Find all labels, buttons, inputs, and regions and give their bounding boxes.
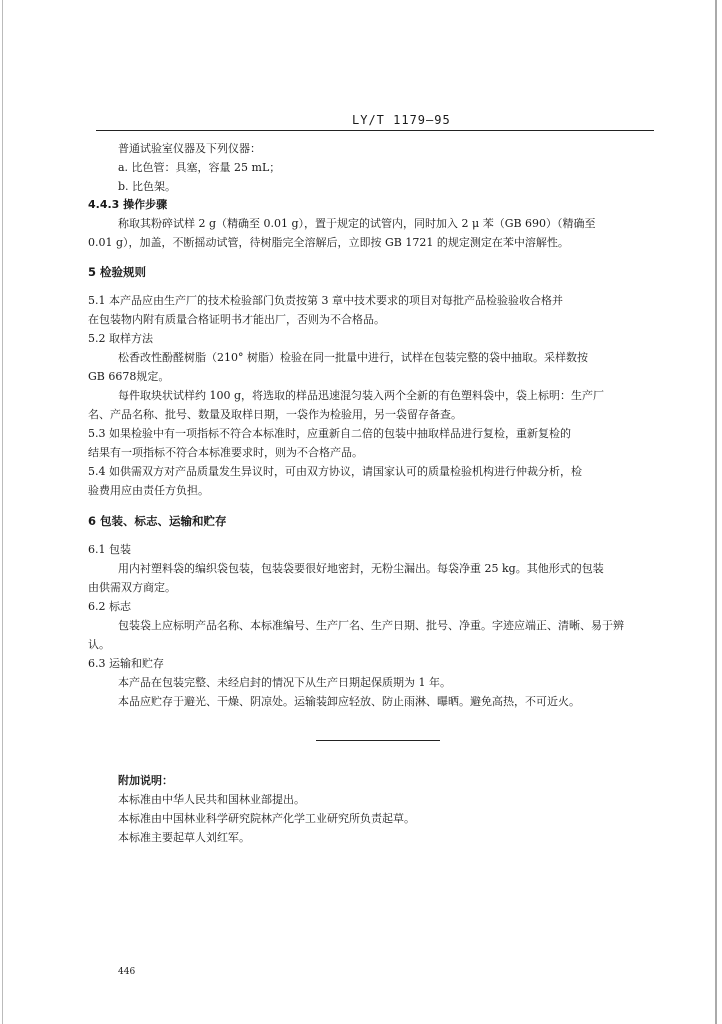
clause-6-1-line-2: 由供需双方商定。 [88,581,176,594]
clause-6-3-line-2: 本品应贮存于避光、干燥、阴凉处。运输装卸应轻放、防止雨淋、曝晒。避免高热，不可近火。 [118,695,580,708]
clause-5-2-title: 5.2 取样方法 [88,332,153,345]
clause-5-3-line-1: 5.3 如果检验中有一项指标不符合本标准时，应重新自二倍的包装中抽取样品进行复检，重新复检的 [88,427,571,440]
end-of-text-rule [316,740,440,741]
procedure-line-2: 0.01 g），加盖，不断摇动试管，待树脂完全溶解后，立即按 GB 1721 的规定测定在苯中溶解性。 [88,236,569,249]
clause-6-3-line-1: 本产品在包装完整、未经启封的情况下从生产日期起保质期为 1 年。 [118,676,451,689]
page-number: 446 [118,967,136,977]
clause-5-4-line-2: 验费用应由责任方负担。 [88,484,209,497]
clause-5-2-line-2: GB 6678规定。 [88,370,170,383]
scan-edge-left [2,0,3,1024]
clause-5-3-line-2: 结果有一项指标不符合本标准要求时，则为不合格产品。 [88,446,363,459]
equipment-item-a: a. 比色管：具塞，容量 25 mL； [118,161,281,174]
clause-5-2-line-3: 每件取块状试样约 100 g，将选取的样品迅速混匀装入两个全新的有色塑料袋中，袋上标明：生产厂 [118,389,605,402]
header-rule [96,130,654,131]
equipment-intro: 普通试验室仪器及下列仪器： [118,142,261,155]
clause-6-2-line-2: 认。 [88,638,110,651]
clause-5-2-line-4: 名、产品名称、批号、数量及取样日期，一袋作为检验用，另一袋留存备查。 [88,408,462,421]
clause-6-3-title: 6.3 运输和贮存 [88,657,164,670]
scan-edge-right [715,0,717,1024]
equipment-item-b: b. 比色架。 [118,180,177,193]
clause-6-2-title: 6.2 标志 [88,600,131,613]
clause-5-2-line-1: 松香改性酚醛树脂（210° 树脂）检验在同一批量中进行，试样在包装完整的袋中抽取。采样数按 [118,351,588,364]
clause-5-1-line-2: 在包装物内附有质量合格证明书才能出厂，否则为不合格品。 [88,313,385,326]
section-5-title: 5 检验规则 [88,265,147,279]
appendix-title: 附加说明： [118,774,173,787]
clause-6-2-line-1: 包装袋上应标明产品名称、本标准编号、生产厂名、生产日期、批号、净重。字迹应端正、清晰、易于辨 [118,619,624,632]
appendix-line-2: 本标准由中国林业科学研究院林产化学工业研究所负责起草。 [118,812,415,825]
subsection-4-4-3-title: 4.4.3 操作步骤 [88,198,168,211]
appendix-line-1: 本标准由中华人民共和国林业部提出。 [118,793,305,806]
clause-6-1-title: 6.1 包装 [88,543,131,556]
clause-6-1-line-1: 用内衬塑料袋的编织袋包装，包装袋要很好地密封，无粉尘漏出。每袋净重 25 kg。其他形式的包装 [118,562,604,575]
standard-code-header: LY/T 1179—95 [352,113,451,127]
section-6-title: 6 包装、标志、运输和贮存 [88,514,227,528]
clause-5-1-line-1: 5.1 本产品应由生产厂的技术检验部门负责按第 3 章中技术要求的项目对每批产品检验验收合格并 [88,294,563,307]
procedure-line-1: 称取其粉碎试样 2 g（精确至 0.01 g），置于规定的试管内，同时加入 2 μ 苯（GB 690）（精确至 [118,217,596,230]
clause-5-4-line-1: 5.4 如供需双方对产品质量发生异议时，可由双方协议，请国家认可的质量检验机构进行仲裁分析，检 [88,465,582,478]
appendix-line-3: 本标准主要起草人刘红军。 [118,831,250,844]
